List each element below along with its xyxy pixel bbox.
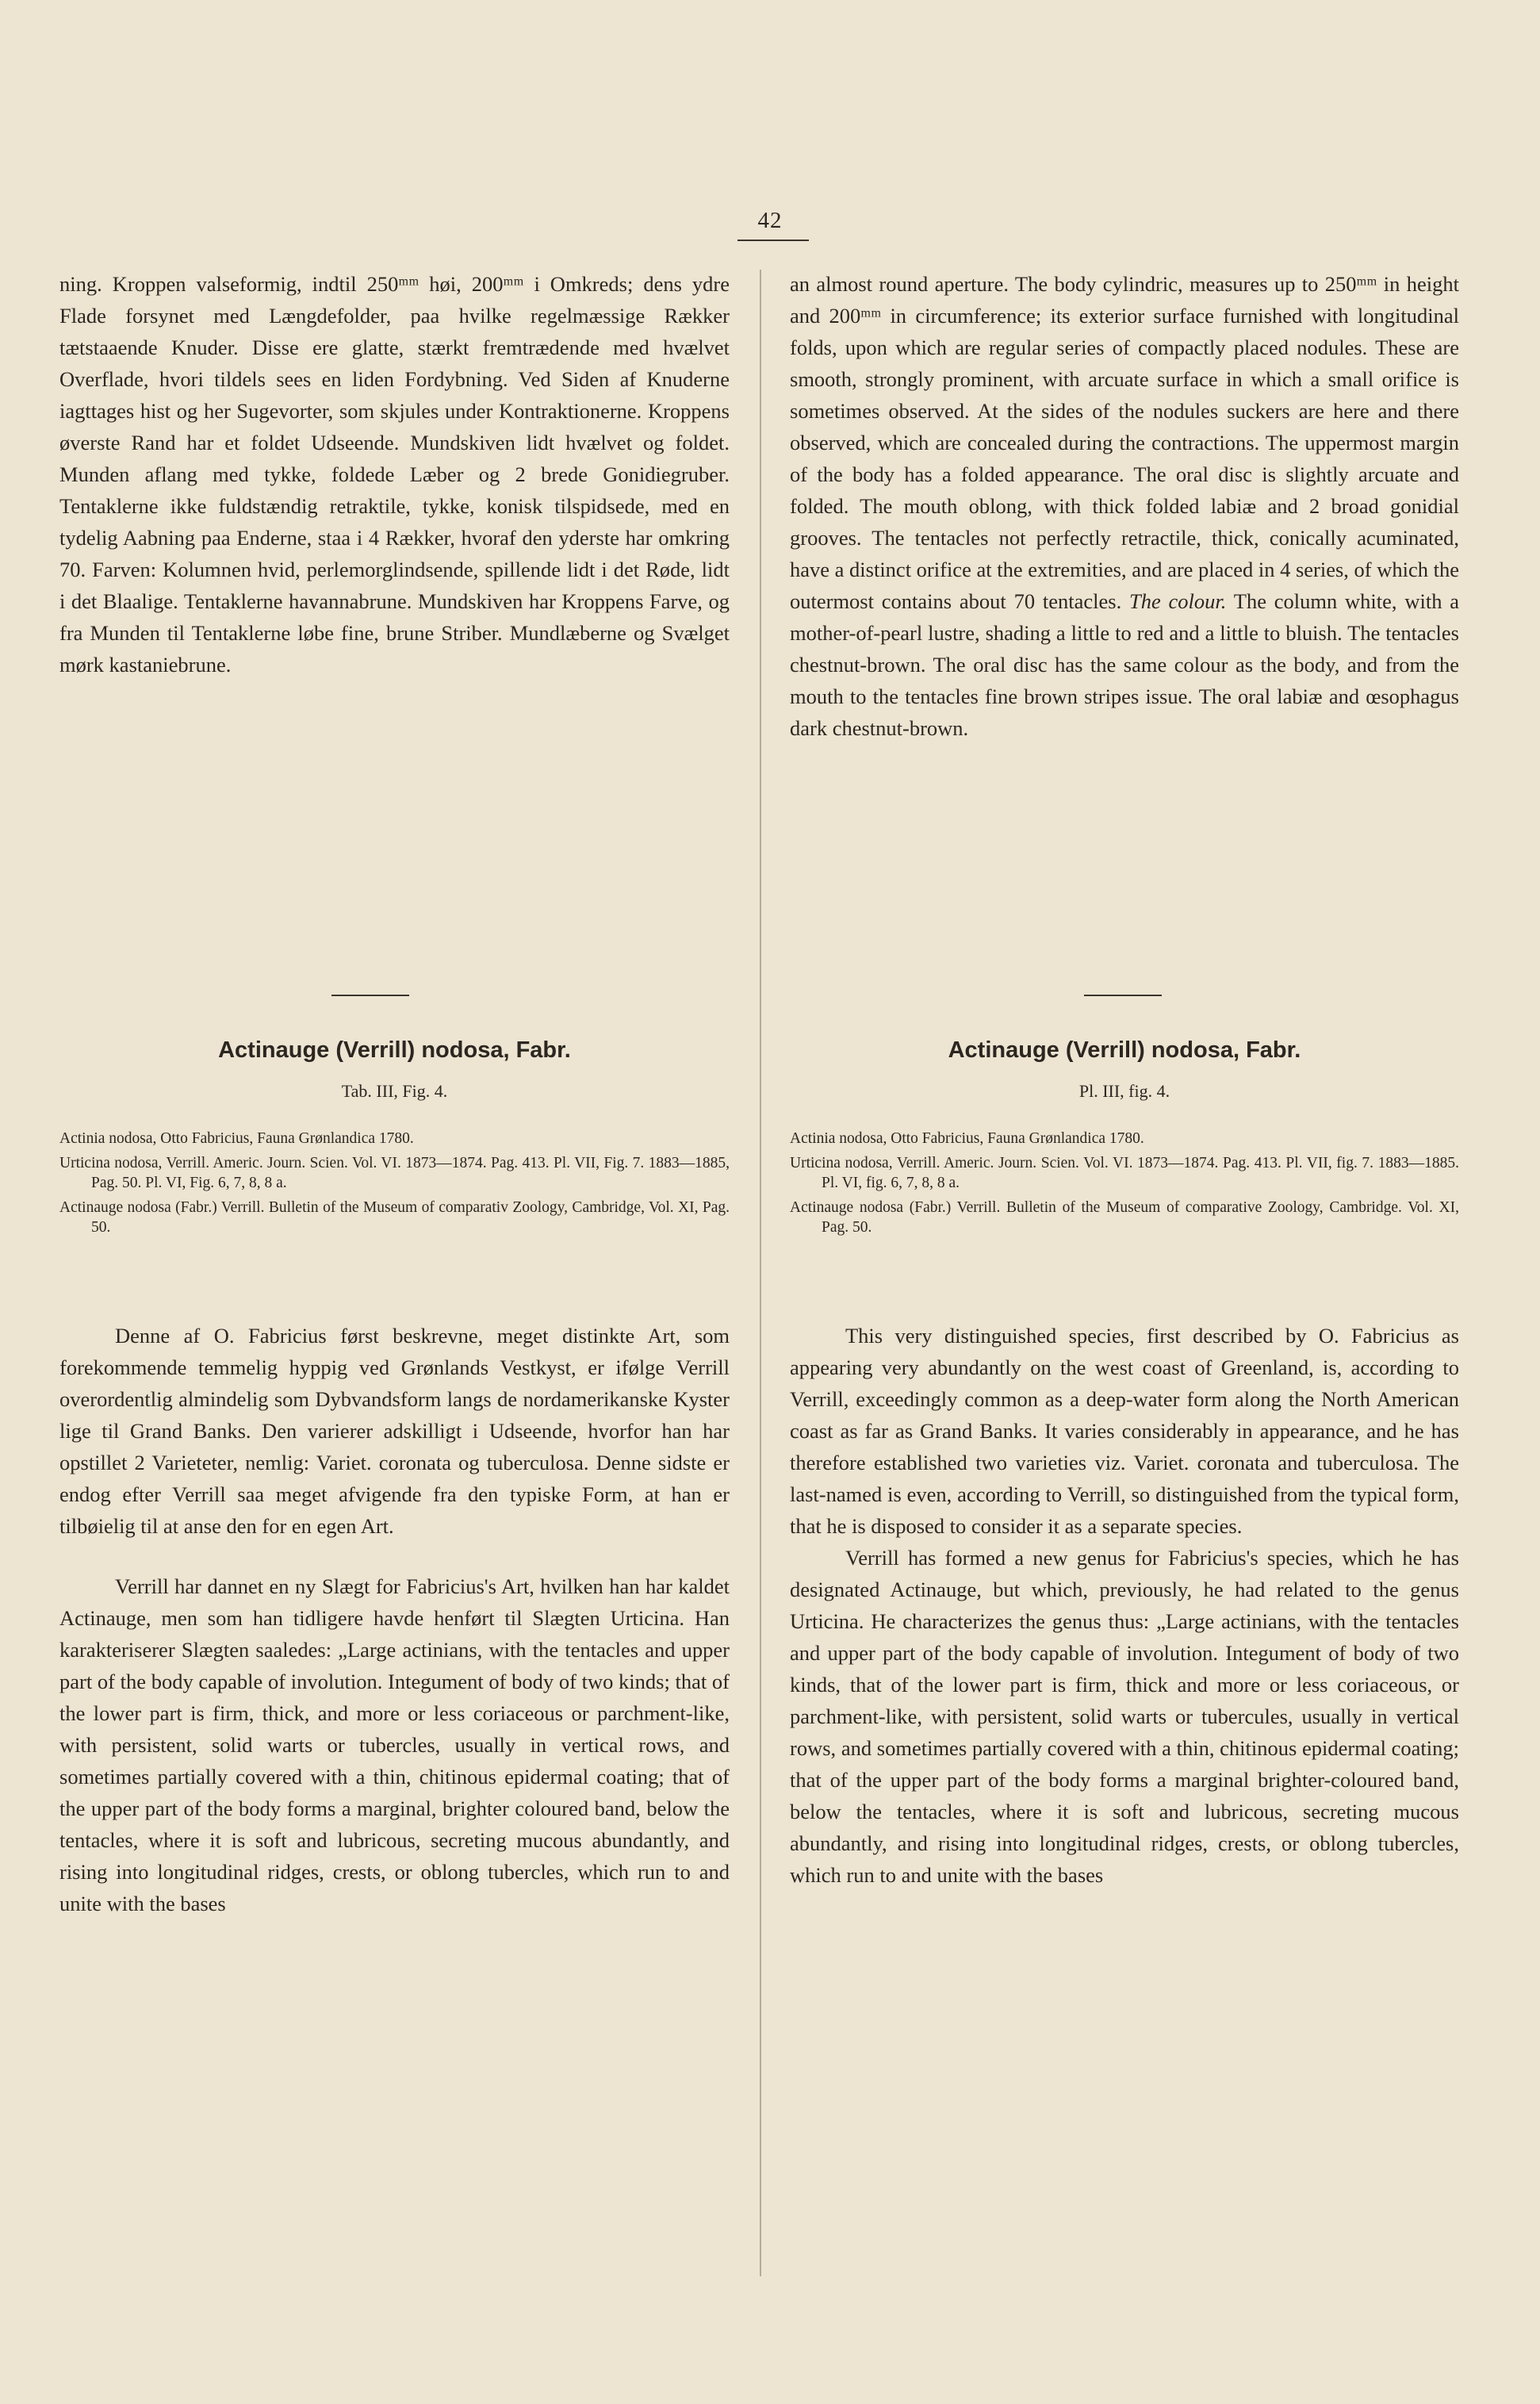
body-paragraph: Verrill har dannet en ny Slægt for Fabricius's Art, hvilken han har kaldet Actinauge, men som han tidligere havde henført til Slægten Urticina. Han karakteriserer Slægten saaledes: „Large actinians, with the tentacles and upper part of the body capable of involution. Integument of body of two kinds; that of the lower part is firm, thick, and more or less coriaceous or parchment-like, with persistent, solid warts or tubercles, usually in vertical rows, and sometimes partially covered with a thin, chitinous epidermal coating; that of the upper part of the body forms a marginal, brighter coloured band, below the tentacles, where it is soft and lubricous, secreting mucous abundantly, and rising into longitudinal ridges, crests, or oblong tubercles, which run to and unite with the bases <box>59 1574 730 1915</box>
section-rule <box>331 995 409 996</box>
body-paragraph: Denne af O. Fabricius først beskrevne, meget distinkte Art, som forekommende temmelig hyppig ved Grønlands Vestkyst, er ifølge Verrill overordentlig almindelig som Dybvandsform langs de nordamerikanske Kyster lige til Grand Banks. Den varierer adskilligt i Udseende, hvorfor han har opstillet 2 Varieteter, nemlig: Variet. coronata og tuberculosa. Denne sidste er endog efter Verrill saa meget afvigende fra den typiske Form, at han er tilbøielig til at anse den for en egen Art. <box>59 1324 730 1538</box>
synonym-entry: Urticina nodosa, Verrill. Americ. Journ. Scien. Vol. VI. 1873—1874. Pag. 413. Pl. VII, fig. 7. 1883—1885. Pl. VI, fig. 6, 7, 8, 8 a. <box>790 1155 1459 1191</box>
section-rule <box>1084 995 1162 996</box>
intro-paragraph-english <box>790 268 1459 744</box>
synonym-entry: Actinauge nodosa (Fabr.) Verrill. Bulletin of the Museum of comparativ Zoology, Cambridge, Vol. XI, Pag. 50. <box>59 1199 730 1236</box>
synonym-entry: Actinauge nodosa (Fabr.) Verrill. Bulletin of the Museum of comparative Zoology, Cambridge. Vol. XI, Pag. 50. <box>790 1199 1459 1236</box>
section-title-right: Actinauge (Verrill) nodosa, Fabr. <box>948 1037 1301 1063</box>
column-divider <box>760 270 761 2276</box>
plate-reference-left: Tab. III, Fig. 4. <box>341 1081 448 1101</box>
synonymy-right <box>790 1129 1459 1242</box>
body-paragraph: Verrill has formed a new genus for Fabricius's species, which he has designated Actinauge, but which, previously, he had related to the genus Urticina. He characterizes the genus thus: „Large actinians, with the tentacles and upper part of the body capable of involution. Integument of body of two kinds, that of the lower part is firm, thick and more or less coriaceous, or parchment-like, with persistent, solid warts or tubercules, usually in vertical rows, and sometimes partially covered with a thin, chitinous epidermal coating; that of the upper part of the body forms a marginal brighter-coloured band, below the tentacles, where it is soft and lubricous, secreting mucous abundantly, and rising into longitudinal ridges, crests, or oblong tubercles, which run to and unite with the bases <box>790 1546 1459 1887</box>
synonymy-left <box>59 1129 730 1242</box>
body-paragraph: This very distinguished species, first described by O. Fabricius as appearing very abundantly on the west coast of Greenland, is, according to Verrill, exceedingly common as a deep-water form along the North American coast as far as Grand Banks. It varies considerably in appearance, and he has therefore established two varieties viz. Variet. coronata and tuberculosa. The last-named is even, according to Verrill, so distinguished from the typical form, that he is disposed to consider it as a separate species. <box>790 1324 1459 1538</box>
intro-text-part: The column white, with a mother-of-pearl lustre, shading a little to red and a little to bluish. The tentacles chestnut-brown. The oral disc has the same colour as the body, and from the mouth to the tentacles fine brown stripes issue. The oral labiæ and œsophagus dark chestnut-brown. <box>790 589 1460 740</box>
colour-heading: The colour. <box>1129 589 1227 613</box>
section-body-left <box>59 1320 730 1919</box>
intro-right-column <box>790 268 1459 744</box>
section-title-left: Actinauge (Verrill) nodosa, Fabr. <box>218 1037 571 1063</box>
plate-reference-right: Pl. III, fig. 4. <box>1078 1081 1170 1101</box>
synonym-entry: Actinia nodosa, Otto Fabricius, Fauna Grønlandica 1780. <box>59 1130 414 1147</box>
page-number-rule <box>737 240 809 241</box>
intro-left-column <box>59 268 730 681</box>
section-body-right <box>790 1320 1459 1891</box>
intro-text-part: an almost round aperture. The body cylindric, measures up to 250ᵐᵐ in height and 200ᵐᵐ in circumference; its exterior surface furnished with longitudinal folds, upon which are regular series of compactly placed nodules. These are smooth, strongly prominent, with arcuate surface in which a small orifice is sometimes observed. At the sides of the nodules suckers are here and there observed, which are concealed during the contractions. The uppermost margin of the body has a folded appearance. The oral disc is slightly arcuate and folded. The mouth oblong, with thick folded labiæ and 2 broad gonidial grooves. The tentacles not perfectly retractile, thick, conically acuminated, have a distinct orifice at the extremities, and are placed in 4 series, of which the outermost contains about 70 tentacles. <box>790 272 1459 613</box>
synonym-entry: Urticina nodosa, Verrill. Americ. Journ. Scien. Vol. VI. 1873—1874. Pag. 413. Pl. VII, Fig. 7. 1883—1885, Pag. 50. Pl. VI, Fig. 6, 7, 8, 8 a. <box>59 1155 730 1191</box>
synonym-entry: Actinia nodosa, Otto Fabricius, Fauna Grønlandica 1780. <box>790 1130 1144 1147</box>
intro-paragraph-danish: ning. Kroppen valseformig, indtil 250ᵐᵐ høi, 200ᵐᵐ i Omkreds; dens ydre Flade forsynet med Længdefolder, paa hvilke regelmæssige Rækker tætstaaende Knuder. Disse ere glatte, stærkt fremtrædende med hvælvet Overflade, hvori tildels sees en liden Fordybning. Ved Siden af Knuderne iagttages hist og her Sugevorter, som skjules under Kontraktionerne. Kroppens øverste Rand har et foldet Udseende. Mundskiven lidt hvælvet og foldet. Munden aflang med tykke, foldede Læber og 2 brede Gonidiegruber. Tentaklerne ikke fuldstændig retraktile, tykke, konisk tilspidsede, med en tydelig Aabning paa Enderne, staa i 4 Rækker, hvoraf den yderste har omkring 70. Farven: Kolumnen hvid, perlemorglindsende, spillende lidt i det Røde, lidt i det Blaalige. Tentaklerne havannabrune. Mundskiven har Kroppens Farve, og fra Munden til Tentaklerne løbe fine, brune Striber. Mundlæberne og Svælget mørk kastaniebrune. <box>59 272 730 677</box>
page-number: 42 <box>757 208 783 233</box>
